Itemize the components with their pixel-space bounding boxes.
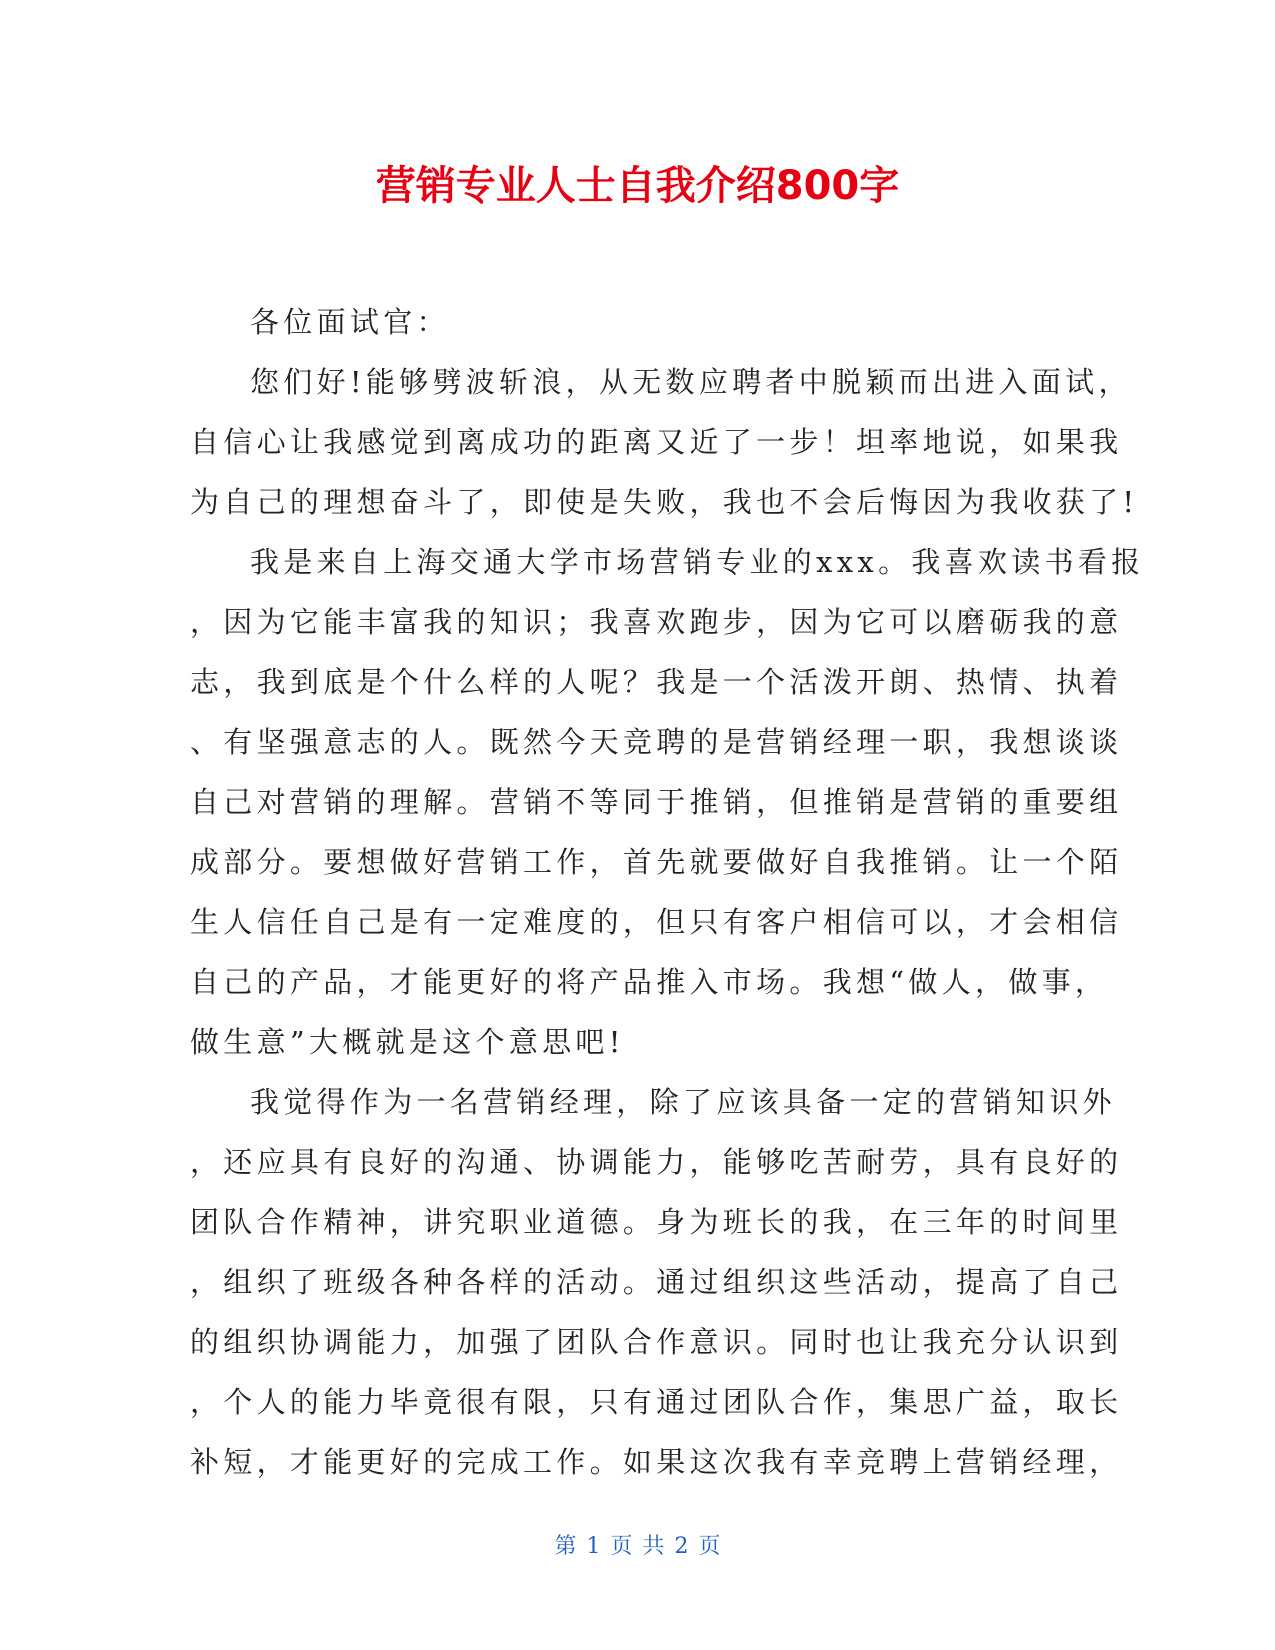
text-line: ，组织了班级各种各样的活动。通过组织这些活动，提高了自己 xyxy=(190,1265,1123,1299)
text-line: 我是来自上海交通大学市场营销专业的xxx。我喜欢读书看报 xyxy=(250,545,1145,579)
text-line: 的组织协调能力，加强了团队合作意识。同时也让我充分认识到 xyxy=(190,1325,1123,1359)
footer-current-page: 1 xyxy=(586,1534,601,1559)
text-line: 自己对营销的理解。营销不等同于推销，但推销是营销的重要组 xyxy=(190,785,1123,819)
text-line: 志，我到底是个什么样的人呢？我是一个活泼开朗、热情、执着 xyxy=(190,665,1123,699)
text-line: 自己的产品，才能更好的将产品推入市场。我想“做人，做事， xyxy=(190,965,1109,999)
text-line: 、有坚强意志的人。既然今天竞聘的是营销经理一职，我想谈谈 xyxy=(190,725,1123,759)
text-line: 为自己的理想奋斗了，即使是失败，我也不会后悔因为我收获了! xyxy=(190,485,1139,519)
text-line: 我觉得作为一名营销经理，除了应该具备一定的营销知识外 xyxy=(250,1085,1116,1119)
text-line: 各位面试官： xyxy=(250,305,450,339)
document-title: 营销专业人士自我介绍800字 xyxy=(375,163,900,209)
footer-page-label: 第 xyxy=(554,1534,577,1559)
footer-total-label: 共 xyxy=(642,1534,665,1559)
page-footer xyxy=(0,1532,1275,1562)
text-line: ，个人的能力毕竟很有限，只有通过团队合作，集思广益，取长 xyxy=(190,1385,1123,1419)
text-line: 补短，才能更好的完成工作。如果这次我有幸竞聘上营销经理， xyxy=(190,1445,1123,1479)
text-line: 成部分。要想做好营销工作，首先就要做好自我推销。让一个陌 xyxy=(190,845,1123,879)
footer-page-unit: 页 xyxy=(610,1534,633,1559)
text-line: 自信心让我感觉到离成功的距离又近了一步！坦率地说，如果我 xyxy=(190,425,1123,459)
text-line: 做生意”大概就是这个意思吧! xyxy=(190,1025,625,1059)
document-body xyxy=(190,292,1145,1492)
text-line: 生人信任自己是有一定难度的，但只有客户相信可以，才会相信 xyxy=(190,905,1123,939)
footer-total-pages: 2 xyxy=(674,1534,689,1559)
text-line: 您们好!能够劈波斩浪，从无数应聘者中脱颖而出进入面试， xyxy=(250,365,1132,399)
text-line: 团队合作精神，讲究职业道德。身为班长的我，在三年的时间里 xyxy=(190,1205,1123,1239)
text-line: ，因为它能丰富我的知识；我喜欢跑步，因为它可以磨砺我的意 xyxy=(190,605,1123,639)
text-line: ，还应具有良好的沟通、协调能力，能够吃苦耐劳，具有良好的 xyxy=(190,1145,1123,1179)
footer-total-unit: 页 xyxy=(698,1534,721,1559)
